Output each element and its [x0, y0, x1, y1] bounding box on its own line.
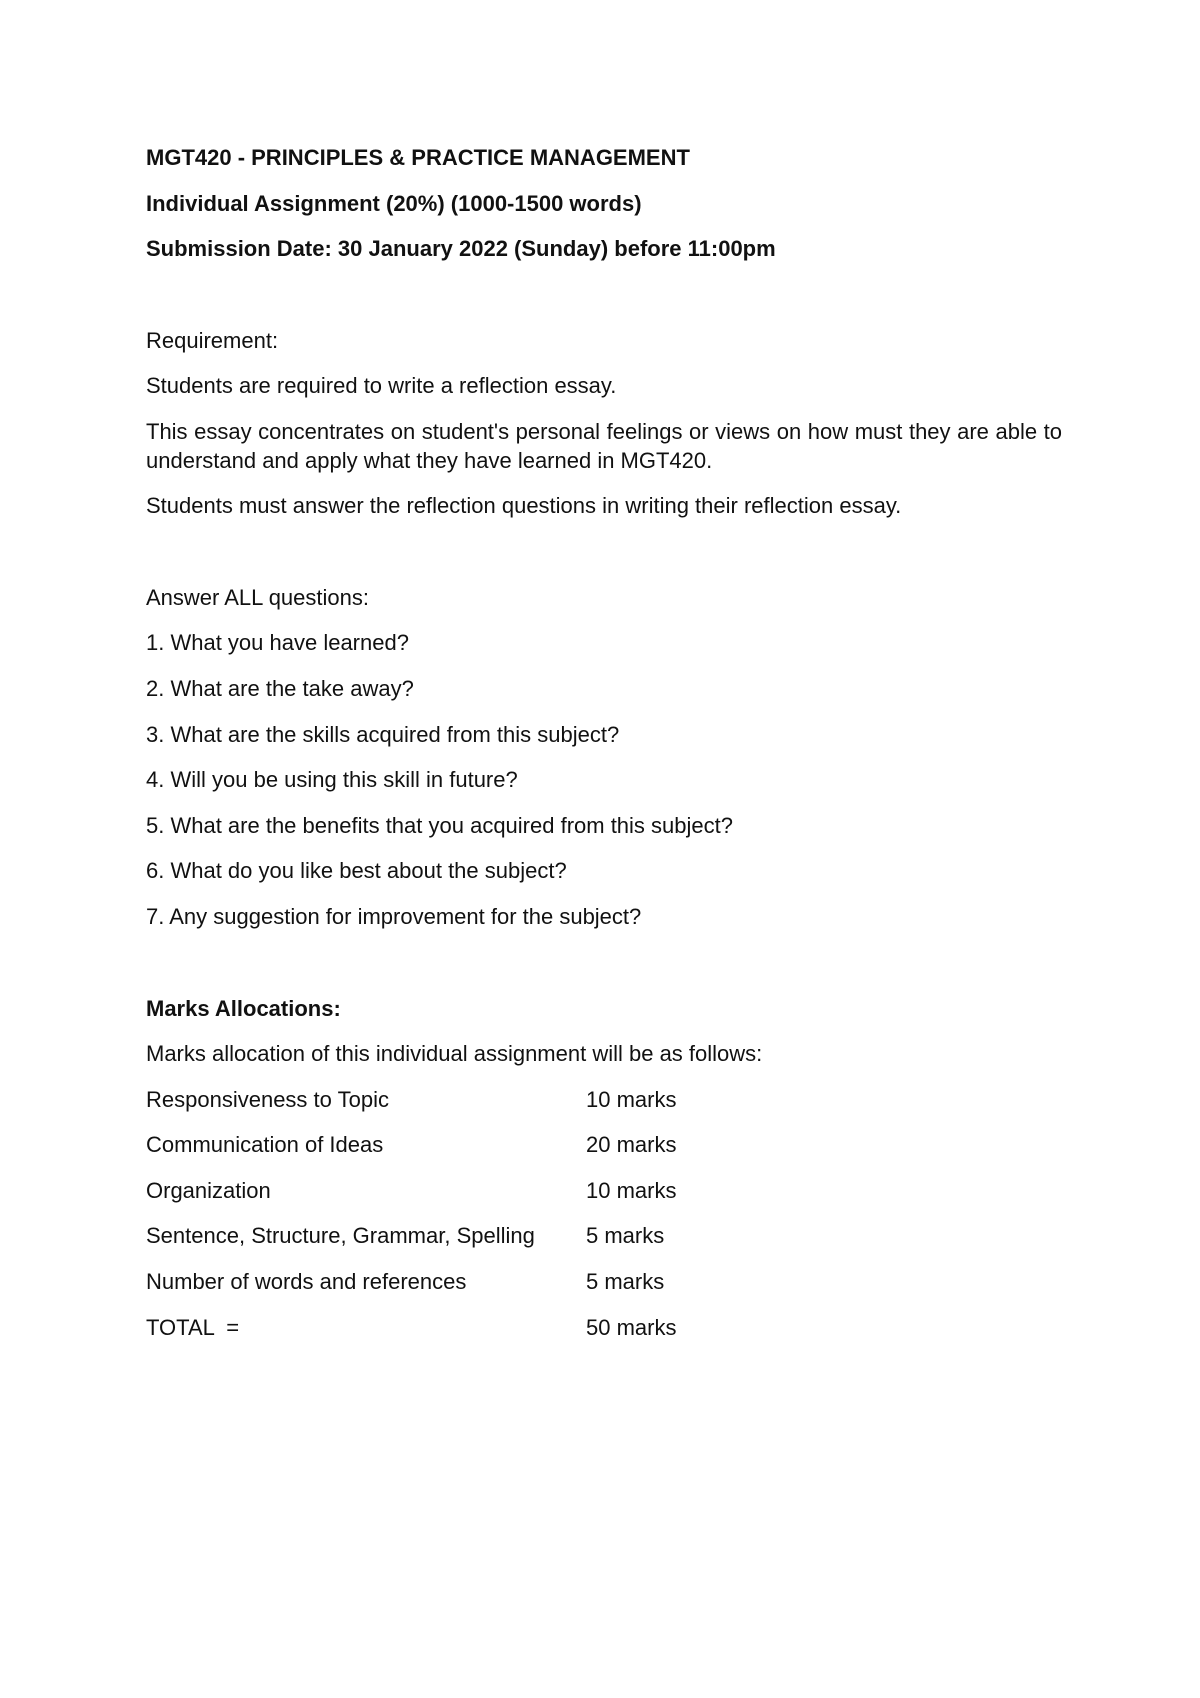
- marks-row: [146, 1268, 1062, 1297]
- question-item: 1. What you have learned?: [146, 630, 409, 656]
- marks-criterion: TOTAL =: [146, 1314, 240, 1340]
- marks-value: 20 marks: [586, 1132, 677, 1158]
- marks-row: [146, 1222, 1062, 1251]
- requirement-line-1: Students are required to write a reflection essay.: [146, 373, 617, 399]
- question-item: 2. What are the take away?: [146, 675, 414, 701]
- marks-value: 50 marks: [586, 1314, 677, 1340]
- requirement-line-3: Students must answer the reflection questions in writing their reflection essay.: [146, 493, 902, 519]
- marks-criterion: Responsiveness to Topic: [146, 1086, 389, 1112]
- marks-row: [146, 1131, 1062, 1160]
- course-title: MGT420 - PRINCIPLES & PRACTICE MANAGEMENT: [146, 145, 690, 170]
- marks-row: [146, 1086, 1062, 1115]
- marks-value: 5 marks: [586, 1269, 665, 1295]
- assignment-line: Individual Assignment (20%) (1000-1500 words): [146, 190, 642, 216]
- marks-intro: Marks allocation of this individual assignment will be as follows:: [146, 1041, 763, 1067]
- requirement-line-2: This essay concentrates on student's personal feelings or views on how must they are able to understand and apply what they have learned in MGT420.: [146, 418, 1062, 473]
- question-item: 3. What are the skills acquired from this subject?: [146, 721, 620, 747]
- submission-date: Submission Date: 30 January 2022 (Sunday) before 11:00pm: [146, 236, 776, 262]
- question-item: 7. Any suggestion for improvement for the subject?: [146, 903, 642, 929]
- marks-criterion: Organization: [146, 1177, 271, 1203]
- question-item: 5. What are the benefits that you acquired from this subject?: [146, 812, 733, 838]
- marks-row: [146, 1177, 1062, 1206]
- marks-heading: Marks Allocations:: [146, 995, 341, 1021]
- marks-table: [146, 1086, 1062, 1343]
- document-page: [146, 144, 1062, 1359]
- requirement-heading: Requirement:: [146, 327, 279, 353]
- question-list: [146, 629, 1062, 931]
- spacer: [146, 949, 1062, 995]
- marks-row-total: [146, 1314, 1062, 1343]
- marks-criterion: Sentence, Structure, Grammar, Spelling: [146, 1223, 535, 1249]
- marks-criterion: Communication of Ideas: [146, 1132, 384, 1158]
- spacer: [146, 538, 1062, 584]
- marks-value: 10 marks: [586, 1177, 677, 1203]
- marks-value: 10 marks: [586, 1086, 677, 1112]
- question-item: 4. Will you be using this skill in future?: [146, 767, 518, 793]
- marks-value: 5 marks: [586, 1223, 665, 1249]
- questions-heading: Answer ALL questions:: [146, 584, 369, 610]
- spacer: [146, 281, 1062, 327]
- marks-criterion: Number of words and references: [146, 1269, 467, 1295]
- question-item: 6. What do you like best about the subject?: [146, 858, 567, 884]
